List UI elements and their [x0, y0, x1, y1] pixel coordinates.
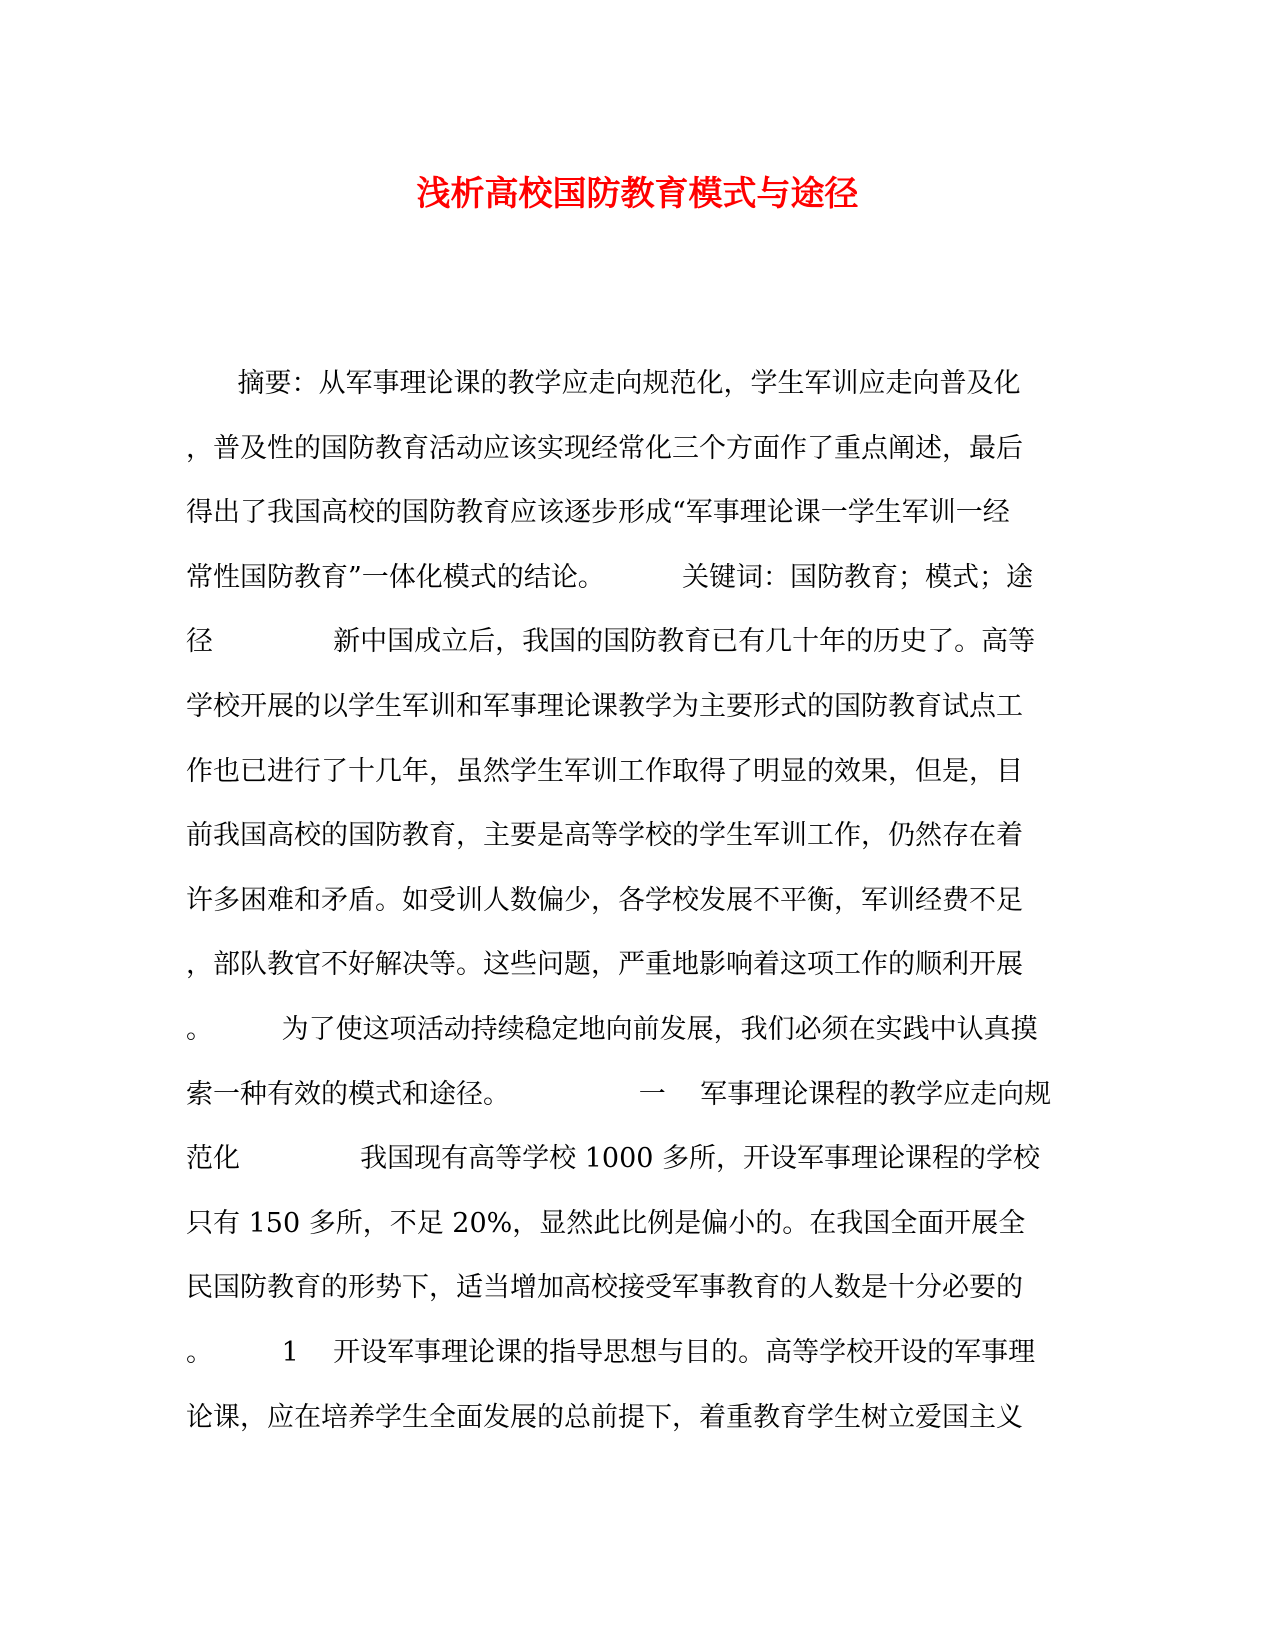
body-line: 只有 150 多所，不足 20%，显然此比例是偏小的。在我国全面开展全: [186, 1207, 1026, 1239]
body-line: 索一种有效的模式和途径。 一 军事理论课程的教学应走向规: [186, 1078, 1052, 1110]
body-line: 许多困难和矛盾。如受训人数偏少，各学校发展不平衡，军训经费不足: [186, 884, 1023, 916]
body-line: 摘要：从军事理论课的教学应走向规范化，学生军训应走向普及化: [186, 368, 1021, 399]
document-title: 浅析高校国防教育模式与途径: [416, 174, 859, 214]
body-line: 范化 我国现有高等学校 1000 多所，开设军事理论课程的学校: [186, 1143, 1041, 1175]
body-line: 作也已进行了十几年，虽然学生军训工作取得了明显的效果，但是，目: [186, 755, 1023, 787]
body-line: 常性国防教育”一体化模式的结论。 关键词：国防教育；模式；途: [186, 561, 1034, 593]
body-line: 。 为了使这项活动持续稳定地向前发展，我们必须在实践中认真摸: [186, 1013, 1038, 1045]
body-line: 论课，应在培养学生全面发展的总前提下，着重教育学生树立爱国主义: [186, 1401, 1023, 1433]
body-line: 前我国高校的国防教育，主要是高等学校的学生军训工作，仍然存在着: [186, 820, 1023, 852]
body-line: 。 1 开设军事理论课的指导思想与目的。高等学校开设的军事理: [186, 1336, 1036, 1368]
document-body: [186, 352, 1086, 1450]
body-line: ，部队教官不好解决等。这些问题，严重地影响着这项工作的顺利开展: [186, 949, 1023, 981]
body-line: 得出了我国高校的国防教育应该逐步形成“军事理论课一学生军训一经: [186, 497, 1010, 529]
body-line: ，普及性的国防教育活动应该实现经常化三个方面作了重点阐述，最后: [186, 432, 1023, 464]
body-line: 民国防教育的形势下，适当增加高校接受军事教育的人数是十分必要的: [186, 1272, 1023, 1304]
body-line: 径 新中国成立后，我国的国防教育已有几十年的历史了。高等: [186, 626, 1036, 658]
body-line: 学校开展的以学生军训和军事理论课教学为主要形式的国防教育试点工: [186, 690, 1023, 722]
